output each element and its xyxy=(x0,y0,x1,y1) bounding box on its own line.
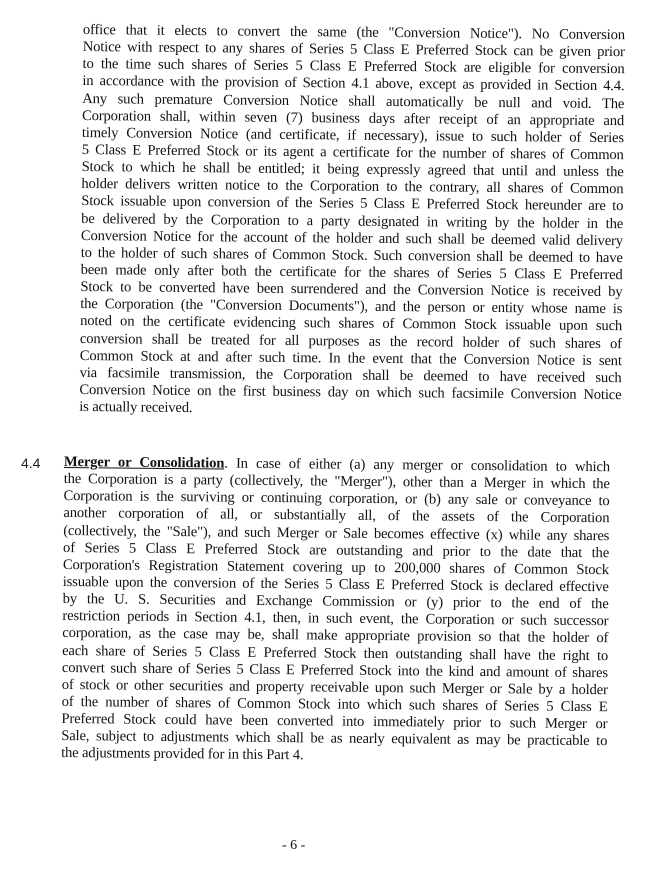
text-line-content: Stock to which he shall be entitled; it being expressly agreed that until and unless the xyxy=(81,159,624,181)
text-line-content: Corporation's Registration Statement covering up to 200,000 shares of Common Stock xyxy=(62,556,609,579)
text-line-content: 5 Class E Preferred Stock or its agent a certificate for the number of shares of Common xyxy=(81,141,624,164)
text-line-content: Conversion Notice for the account of the holder and such shall be deemed valid delivery xyxy=(80,227,624,249)
text-line-content: Common Stock at and after such time. In the event that the Conversion Notice is sent xyxy=(79,347,622,369)
text-line-content: conversion shall be treated for all purposes as the record holder of such shares of xyxy=(79,330,623,352)
text-line-content: to the holder of such shares of Common Stock. Such conversion shall be deemed to have xyxy=(80,244,623,267)
text-line-content: each share of Series 5 Class E Preferred Stock then outstanding shall have the right to xyxy=(62,642,609,664)
text-line-content: holder delivers written notice to the Corporation to the contrary, all shares of Common xyxy=(81,176,624,198)
text-line-content: the Corporation is a party (collectively, the "Merger"), other than a Merger in which the xyxy=(63,471,610,493)
text-line-content: Corporation shall, within seven (7) business days after receipt of an appropriate and xyxy=(82,107,625,129)
conversion-notice-paragraph xyxy=(79,22,625,421)
text-line-content: Stock issuable upon conversion of the Series 5 Class E Preferred Stock hereunder are to xyxy=(81,193,624,215)
text-line-content: of stock or other securities and property receivable upon such Merger or Sale by a holder xyxy=(61,676,608,699)
text-line-content: timely Conversion Notice (and certificate, if necessary), issue to such holder of Series xyxy=(81,124,624,147)
page-number: - 6 - xyxy=(282,838,306,853)
section-number: 4.4 xyxy=(21,455,41,471)
merger-consolidation-paragraph xyxy=(61,454,610,768)
text-line-content: noted on the certificate evidencing such shares of Common Stock issuable upon such xyxy=(80,313,623,335)
text-line-content: Conversion Notice on the first business day on which such facsimile Conversion Notice xyxy=(79,381,622,404)
text-line-content: of the number of shares of Common Stock into which such shares of Series 5 Class E xyxy=(61,693,608,716)
text-line-content: by the U. S. Securities and Exchange Commission or (y) prior to the end of the xyxy=(62,591,609,613)
text-line-content: the adjustments provided for in this Part 4. xyxy=(61,745,304,764)
text-line-content: of Series 5 Class E Preferred Stock are outstanding and prior to the date that the xyxy=(63,539,610,561)
text-line-content: Corporation is the surviving or continuing corporation, or (b) any sale or conveyance to xyxy=(63,488,610,510)
text-line-content: in accordance with the provision of Section 4.1 above, except as provided in Section 4.4. xyxy=(82,73,625,95)
text-line-content: the Corporation (the "Conversion Documents"), and the person or entity whose name is xyxy=(80,296,623,318)
text-line-content: to the time such shares of Series 5 Class E Preferred Stock are eligible for conversion xyxy=(82,56,625,78)
text-line-content: Sale, subject to adjustments which shall be as nearly equivalent as may be practicable to xyxy=(61,728,608,750)
text-line-content: Stock to be converted have been surrendered and the Conversion Notice is received by xyxy=(80,279,623,301)
text-line-content: convert such share of Series 5 Class E Preferred Stock into the kind and amount of shares xyxy=(61,659,609,681)
text-line-content: corporation, as the case may be, shall make appropriate provision so that the holder of xyxy=(62,625,609,647)
text-line-content: Notice with respect to any shares of Series 5 Class E Preferred Stock can be given prior xyxy=(82,39,625,61)
text-line-content: restriction periods in Section 4.1, then, in such event, the Corporation or such successor xyxy=(62,608,609,630)
text-line-content: office that it elects to convert the same (the "Conversion Notice"). No Conversion xyxy=(82,22,625,44)
text-line-content: (collectively, the "Sale"), and such Merger or Sale becomes effective (x) while any shares xyxy=(63,522,610,544)
section-heading: Merger or Consolidation xyxy=(63,454,225,472)
text-line-content: is actually received. xyxy=(79,399,193,417)
text-line-content: Preferred Stock could have been converted into immediately prior to such Merger or xyxy=(61,711,608,733)
text-line-content: be delivered by the Corporation to a party designated in writing by the holder in the xyxy=(81,210,624,232)
text-line-content: via facsimile transmission, the Corporation shall be deemed to have received such xyxy=(79,364,622,386)
text-line-content: been made only after both the certificate for the shares of Series 5 Class E Preferred xyxy=(80,261,623,284)
text-line-content: Any such premature Conversion Notice shall automatically be null and void. The xyxy=(82,90,625,112)
text-line-content: issuable upon the conversion of the Series 5 Class E Preferred Stock is declared effective xyxy=(62,573,609,596)
section-first-line-text: . In case of either (a) any merger or consolidation to which xyxy=(224,455,610,476)
text-line-content: another corporation of all, or substantially all, of the assets of the Corporation xyxy=(63,505,610,527)
